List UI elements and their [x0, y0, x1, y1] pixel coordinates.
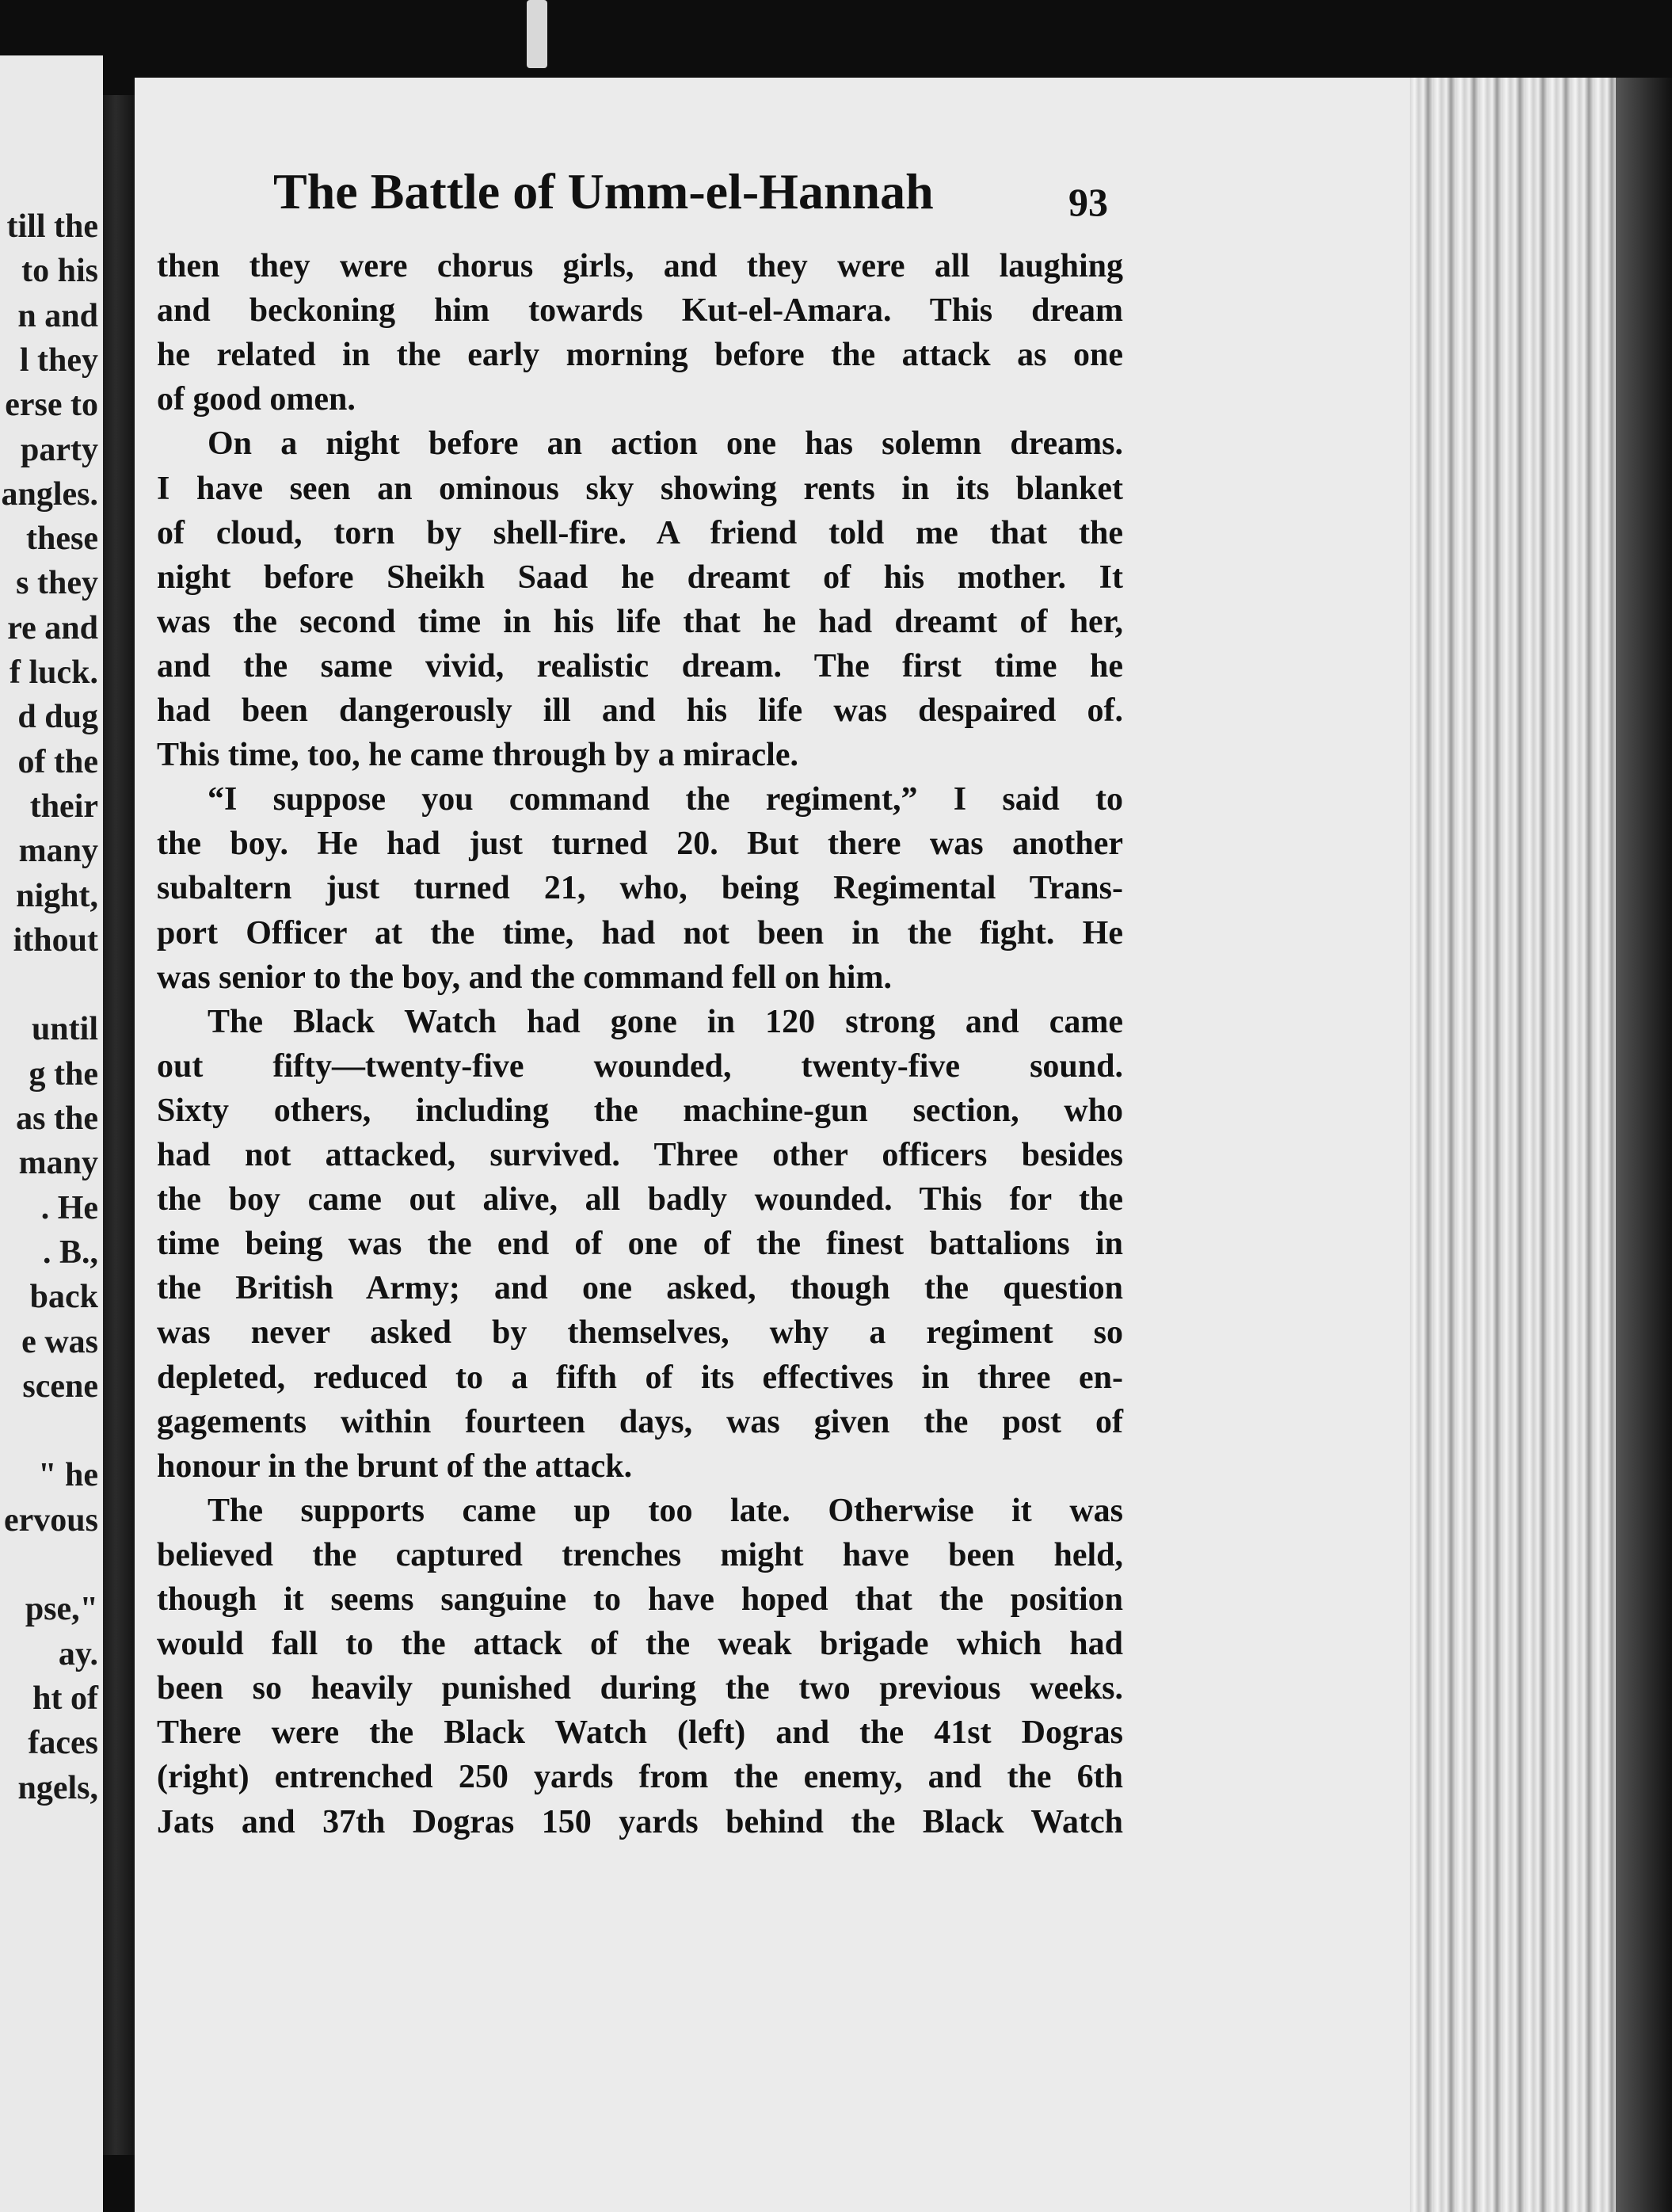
facing-page-line: s they: [16, 565, 98, 602]
running-title: The Battle of Umm-el-Hannah: [273, 163, 934, 219]
text-line: had not attacked, survived. Three other officers besides: [157, 1137, 1123, 1173]
facing-page-line: as the: [16, 1100, 98, 1137]
facing-page-line: e was: [21, 1323, 98, 1360]
text-line: time being was the end of one of the finest battalions in: [157, 1226, 1123, 1263]
text-line: subaltern just turned 21, who, being Regimental Trans-: [157, 870, 1123, 907]
facing-page-line: back: [29, 1279, 98, 1316]
text-line: of cloud, torn by shell-fire. A friend told me that the: [157, 514, 1123, 551]
facing-page-line: of the: [17, 743, 98, 780]
text-line: This time, too, he came through by a miracle.: [157, 737, 798, 774]
facing-page-line: n and: [17, 297, 98, 334]
page-number: 93: [1068, 180, 1108, 224]
text-line: port Officer at the time, had not been in the fight. He: [157, 914, 1123, 952]
text-line: On a night before an action one has solemn dreams.: [208, 425, 1123, 463]
text-line: out fifty—twenty-five wounded, twenty-five sound.: [157, 1047, 1123, 1085]
facing-page-line: ay.: [58, 1635, 98, 1672]
edge-shadow: [1616, 78, 1672, 2212]
facing-page-fragment: [0, 55, 103, 2212]
facing-page-line: these: [26, 521, 98, 558]
facing-page-line: to his: [21, 253, 98, 290]
facing-page-line: erse to: [5, 387, 98, 424]
facing-page-line: re and: [7, 609, 98, 646]
facing-page-line: ithout: [13, 921, 98, 959]
facing-page-line: party: [21, 431, 98, 468]
page-edges: [1410, 78, 1616, 2212]
facing-page-line: ervous: [4, 1501, 98, 1539]
facing-page-line: night,: [16, 877, 98, 914]
facing-page-line: . B.,: [42, 1234, 98, 1271]
facing-page-line: l they: [19, 341, 98, 379]
scan-artifact: [527, 0, 547, 68]
facing-page-line: d dug: [17, 699, 98, 736]
text-line: depleted, reduced to a fifth of its effectives in three en-: [157, 1359, 1123, 1396]
text-line: gagements within fourteen days, was given the post of: [157, 1403, 1123, 1440]
text-line: night before Sheikh Saad he dreamt of his mother. It: [157, 559, 1123, 596]
facing-page-line: their: [29, 788, 98, 825]
facing-page-line: ngels,: [17, 1769, 98, 1806]
facing-page-line: angles.: [1, 475, 98, 513]
text-line: though it seems sanguine to have hoped that the position: [157, 1581, 1123, 1618]
text-line: The supports came up too late. Otherwise it was: [208, 1492, 1123, 1529]
text-line: been so heavily punished during the two previous weeks.: [157, 1670, 1123, 1707]
facing-page-line: faces: [28, 1725, 98, 1762]
text-line: “I suppose you command the regiment,” I said to: [208, 781, 1123, 818]
text-line: (right) entrenched 250 yards from the enemy, and the 6th: [157, 1759, 1123, 1796]
text-line: The Black Watch had gone in 120 strong and came: [208, 1003, 1123, 1040]
facing-page-line: many: [18, 833, 98, 870]
facing-page-line: many: [18, 1145, 98, 1182]
facing-page-line: " he: [38, 1457, 98, 1494]
text-line: would fall to the attack of the weak brigade which had: [157, 1626, 1123, 1663]
facing-page-line: pse,": [25, 1591, 98, 1628]
text-line: was never asked by themselves, why a regiment so: [157, 1314, 1123, 1352]
facing-page-line: f luck.: [9, 654, 98, 691]
facing-page-line: g the: [29, 1055, 98, 1093]
facing-page-line: until: [31, 1011, 98, 1048]
text-line: had been dangerously ill and his life was despaired of.: [157, 692, 1123, 729]
text-line: and the same vivid, realistic dream. The first time he: [157, 647, 1123, 685]
text-line: honour in the brunt of the attack.: [157, 1447, 633, 1485]
text-line: Sixty others, including the machine-gun section, who: [157, 1092, 1123, 1129]
text-line: was senior to the boy, and the command fell on him.: [157, 959, 892, 996]
text-line: the boy came out alive, all badly wounded. This for the: [157, 1181, 1123, 1219]
facing-page-line: scene: [22, 1367, 98, 1405]
text-line: Jats and 37th Dogras 150 yards behind the Black Watch: [157, 1803, 1123, 1840]
text-line: There were the Black Watch (left) and the 41st Dogras: [157, 1714, 1123, 1752]
text-line: of good omen.: [157, 381, 356, 418]
book-gutter: [103, 95, 135, 2155]
facing-page-line: ht of: [32, 1680, 98, 1717]
text-line: and beckoning him towards Kut-el-Amara. This dream: [157, 292, 1123, 330]
facing-page-line: . He: [40, 1189, 98, 1226]
text-line: the boy. He had just turned 20. But there was another: [157, 826, 1123, 863]
text-line: was the second time in his life that he had dreamt of her,: [157, 603, 1123, 640]
text-line: the British Army; and one asked, though the question: [157, 1270, 1123, 1307]
text-line: believed the captured trenches might have been held,: [157, 1536, 1123, 1573]
text-line: then they were chorus girls, and they were all laughing: [157, 248, 1123, 284]
text-line: he related in the early morning before the attack as one: [157, 337, 1123, 374]
text-line: I have seen an ominous sky showing rents in its blanket: [157, 470, 1123, 507]
facing-page-line: till the: [6, 208, 98, 245]
